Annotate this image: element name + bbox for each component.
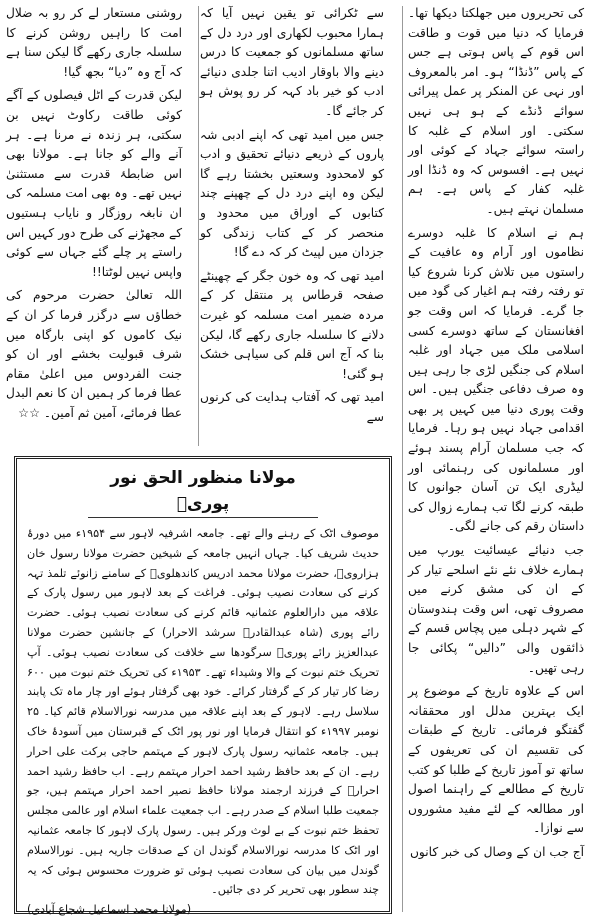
paragraph: امید تھی کہ آفتاب ہدایت کی کرنوں سے (200, 390, 384, 424)
paragraph: جس میں امید تھی کہ اپنے ادبی شہ پاروں کے ذریعے دنیائے تحقیق و ادب کو لامحدود وسعتیں بخشتا رہے گا لیکن وہ اپنے درد دل کے چھپنے چند کتابوں کے اوراق میں محدود و منحصر کر کے کتاب زندگی کو جزدان میں لپیٹ کر کہ دے گا! (200, 127, 384, 260)
box-title: مولانا منظور الحق نور پوریؒ (88, 465, 318, 518)
box-text: موصوف اٹک کے رہنے والے تھے۔ جامعہ اشرفیہ لاہور سے ۱۹۵۴ء میں دورۂ حدیث شریف کیا۔ جہاں انہیں جامعہ کے شیخین حضرت مولانا رسول خان ہزارویؒ، حضرت مولانا محمد ادریس کاندھلویؒ کے سامنے زانوئے تلمذ تہہ کرنے کی سعادت نصیب ہوئی۔ فراغت کے بعد لاہور میں رسول پارک کے علاقہ میں دارالعلوم عثمانیہ قائم کرنے کی سعادت نصیب ہوئی۔ حضرت رائے پوری (شاہ عبدالقادرؒ سرشد الاحرار) کے جانشین حضرت مولانا عبدالعزیز رائے پوریؒ سرگودھا سے خلافت کی سعادت نصیب ہوئی۔ آپ تحریک ختم نبوت کے والا وشیداء تھے۔ ۱۹۵۳ء کی تحریک ختم نبوت میں ۶۰۰ رضا کار تیار کر کے گرفتار کرائے۔ خود بھی گرفتار ہوئے اور چار ماہ تک پابند سلاسل رہے۔ لاہور کے بعد اپنے علاقہ میں مدرسہ نورالاسلام قائم کیا۔ ۲۵ نومبر ۱۹۹۷ء کو انتقال فرمایا اور نور پور اٹک کے قبرستان میں آسودۂ خاک ہیں۔ جامعہ عثمانیہ رسول پارک لاہور کے مہتمم حاجی برکت علی احرار رہے۔ ان کے بعد حافظ رشید احمد احرار مہتمم رہے۔ اب حافظ رشید احمد احرارؒ کے فرزند ارجمند مولانا حافظ نصیر احمد احرار مہتمم ہیں، جو جمعیت طلبا اسلام کے صدر رہے۔ اب جمعیت علماء اسلام اور عالمی مجلس تحفظ ختم نبوت کے بے لوث ورکر ہیں۔ رسول پارک لاہور کا جامعہ عثمانیہ اور اٹک کا مدرسہ نورالاسلام گوندل ان کے صدقات جاریہ ہیں۔ نورالاسلام گوندل میں بیان کی سعادت نصیب ہوئی تو ضرورت محسوس ہوئی کہ یہ چند سطور بھی تحریر کر دی جائیں۔ (27, 527, 379, 897)
box-credit: (مولانا محمد اسماعیل شجاع آبادی) (27, 903, 192, 917)
paragraph: کی تحریروں میں جھلکتا دیکھا تھا۔ فرمایا کہ دنیا میں قوت و طاقت اس قوم کے پاس ہوتی ہے جس کے پاس ”ڈنڈا“ ہو۔ امر بالمعروف اور نہی عن المنکر پر عمل پیرائی سوائے ڈنڈے کے ہو ہی نہیں سکتی۔ اور اسلام کے غلبہ کا راستہ سوائے جہاد کے کوئی اور نہیں ہے۔ افسوس کہ وہ ڈنڈا اور غلبہ کفار کے پاس ہے۔ ہم مسلمان نہتے ہیں۔ (408, 6, 584, 216)
box-body (27, 524, 379, 920)
right-column (408, 4, 584, 867)
paragraph: جب دنیائے عیسائیت یورپ میں ہمارے خلاف نئے نئے اسلحے تیار کر کے ان کی مشق کرنے میں مصروف تھی، اس وقت ہندوستان کے شہر دہلی میں پچاس قسم کے ذائقوں والی ”دالیں“ پکائی جا رہی تھیں۔ (408, 543, 584, 675)
paragraph: لیکن قدرت کے اٹل فیصلوں کے آگے کوئی طاقت رکاوٹ نہیں بن سکتی، ہر زندہ نے مرنا ہے۔ ہر آنے والے کو جانا ہے۔ مولانا بھی اس ضابطۂ قدرت سے مستثنیٰ نہیں تھے۔ وہ بھی امت مسلمہ کی ان نابغہ روزگار و نایاب ہستیوں کے مجھڑنے کی طرح دور کہیں اس راستے پر چلے گئے جہاں سے کوئی واپس نہیں لوٹتا!! (6, 88, 182, 279)
paragraph: سے ٹکرائی تو یقین نہیں آیا کہ ہمارا محبوب لکھاری اور درد دل کے ساتھ مسلمانوں کو جمعیت کا درس دینے والا باوقار ادیب اتنا جلدی دنیائے ادب کو خیر باد کہہ کر رو پوش ہو کر جائے گا۔ (200, 6, 384, 118)
biography-box (14, 456, 392, 917)
left-column (6, 4, 182, 427)
paragraph: آج جب ان کے وصال کی خبر کانوں (409, 844, 584, 859)
column-divider (402, 6, 403, 912)
column-divider (198, 6, 199, 446)
paragraph: امید تھی کہ وہ خون جگر کے چھینٹے صفحہ قرطاس پر منتقل کر کے مردہ ضمیر امت مسلمہ کو غیرت دلانے کا سلسلہ جاری رکھے گا، لیکن بنا کہ آج اس قلم کی سیاہی خشک ہو گئی! (200, 268, 384, 381)
paragraph: روشنی مستعار لے کر رو بہ ضلال امت کا راہیں روشن کرنے کا سلسلہ جاری رکھے گا لیکن سنا ہے کہ آج وہ ”دیا“ بجھ گیا! (6, 6, 182, 79)
paragraph: ہم نے اسلام کا غلبہ دوسرے نظاموں اور آرام وہ عافیت کے راستوں میں تلاش کرنا شروع کیا تو رفتہ رفتہ ہم اغیار کی گود میں جا گرے۔ فرمایا کہ اس وقت جو افغانستان کے ساتھ دوسرے کسی اسلامی ملک میں جہاد اور غلبہ اسلام کی جنگیں لڑی جا رہی ہیں وہ صرف دفاعی جنگیں ہیں۔ اس وقت پوری دنیا میں کہیں پر بھی اقدامی جہاد نہیں ہو رہا۔ فرمایا کہ جب مسلمان آرام پسند ہوئے اور مسلمانوں کی رہنمائی اور لیڈری ایک تن آسان جوانوں کا طبقہ کرنے لگا تب ہمارے زوال کی داستان رقم کی جانے لگی۔ (408, 225, 584, 534)
middle-column (200, 4, 384, 431)
paragraph: اللہ تعالیٰ حضرت مرحوم کی خطاؤں سے درگزر فرما کر ان کے نیک کاموں کو اپنی بارگاہ میں شرف قبولیت بخشے اور ان کو جنت الفردوس میں اعلیٰ مقام عطا فرما کر ہمیں ان کا نعم البدل عطا فرمائے، آمین ثم آمین۔ ☆☆ (6, 288, 182, 420)
paragraph: اس کے علاوہ تاریخ کے موضوع پر ایک بہترین مدلل اور محققانہ گفتگو فرمائی۔ تاریخ کے طبقات کی تقسیم ان کی تعریفوں کے ساتھ تو آموز تاریخ کے طلبا کو کتب تاریخ کے مطالعے کے راہنما اصول اور مطالعہ کے لئے مفید مشوروں سے نوازا۔ (408, 684, 584, 836)
